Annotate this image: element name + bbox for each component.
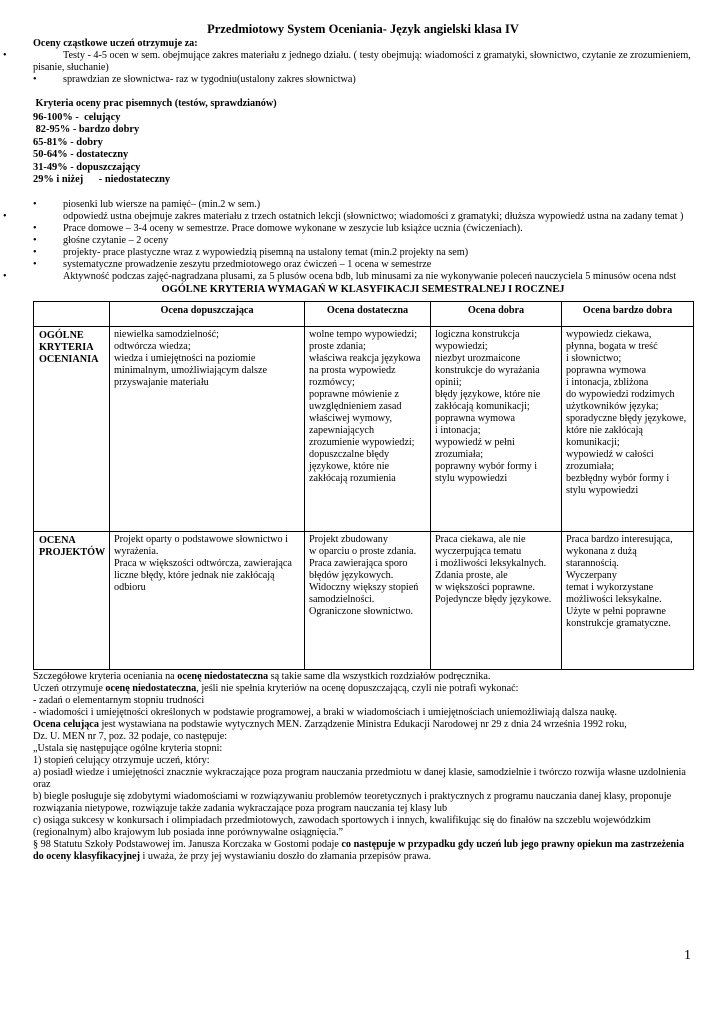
paragraph: „Ustala się następujące ogólne kryteria stopni: [33,743,223,755]
paragraph: Uczeń otrzymuje ocenę niedostateczna, jeśli nie spełnia kryteriów na ocenę dopuszczającą, czyli nie potrafi wykonać: [33,683,519,695]
table-header-row [34,302,694,327]
section-title: OGÓLNE KRYTERIA WYMAGAŃ W KLASYFIKACJI SEMESTRALNEJ I ROCZNEJ [161,284,565,296]
bullet-icon: • [33,259,37,271]
grade-dopuszczajacy: 31-49% - dopuszczający [33,161,141,173]
kryteria-heading: Kryteria oceny prac pisemnych (testów, sprawdzianów) [33,98,277,109]
paragraph: Ocena celująca jest wystawiana na podstawie wytycznych MEN. Zarządzenie Ministra Edukacji Narodowej nr 29 z dnia 24 września 1992 roku, [33,719,627,731]
table-header-cell: Ocena dobra [431,302,562,327]
page-number: 1 [684,948,691,963]
table-row [34,327,694,532]
list-item: • projekty- prace plastyczne wraz z wypowiedzią pisemną na ustalony temat (min.2 projekty na sem) [33,247,469,259]
list-item: • piosenki lub wiersze na pamięć– (min.2 w sem.) [33,199,261,211]
paragraph: Szczegółowe kryteria oceniania na ocenę niedostateczna są takie same dla wszystkich rozdziałów podręcznika. [33,671,491,683]
criteria-table [33,301,694,670]
paragraph: a) posiadł wiedze i umiejętności znacznie wykraczające poza program nauczania przedmiotu w danej klasie, samodzielnie i twórczo rozwija własne uzdolnienia oraz [33,767,686,791]
table-cell: Projekt zbudowany w oparciu o proste zdania. Praca zawierająca sporo błędów językowych. Widoczny większy stopień samodzielności. Ograniczone słownictwo. [305,532,431,670]
bullet-icon: • [33,223,37,235]
bullet-icon: • [3,50,7,61]
oceny-czastkowe-heading: Oceny cząstkowe uczeń otrzymuje za: [33,38,198,49]
paragraph: c) osiąga sukcesy w konkursach i olimpiadach przedmiotowych, zawodach sportowych i innych, kwalifikując się do finałów na szczeblu wojewódzkim (regionalnym) albo krajowym lub posiada inne porównywalne osiągnięcia.” [33,815,651,839]
table-header-cell [34,302,110,327]
document-page [3,22,693,863]
table-cell: niewielka samodzielność; odtwórcza wiedza; wiedza i umiejętności na poziomie minimalnym, umożliwiającym dalsze przyswajanie materiału [110,327,305,532]
table-cell: logiczna konstrukcja wypowiedzi; niezbyt urozmaicone konstrukcje do wyrażania opinii; błędy językowe, które nie zakłócają komunikacji; poprawna wymowa i intonacja; wypowiedź w pełni zrozumiała; poprawny wybór formy i stylu wypowiedzi [431,327,562,532]
bullet-icon: • [33,247,37,259]
bullet-icon: • [33,74,37,85]
grade-celujacy: 96-100% - celujący [33,112,121,123]
row-label: OCENA PROJEKTÓW [34,532,110,670]
paragraph: § 98 Statutu Szkoły Podstawowej im. Janusza Korczaka w Gostomi podaje co następuje w przypadku gdy uczeń lub jego prawny opiekun ma zastrzeżenia do oceny klasyfikacyjnej i uważa, że przy jej wystawianiu doszło do złamania przepisów prawa. [33,839,685,863]
list-item: • Aktywność podczas zajęć-nagradzana plusami, za 5 plusów ocena bdb, lub minusami za nie wykonywanie poleceń nauczyciela 5 minusów ocena ndst [3,271,677,283]
list-item: • systematyczne prowadzenie zeszytu przedmiotowego oraz ćwiczeń – 1 ocena w semestrze [33,259,432,271]
other-grades-list [3,199,693,283]
paragraph: Dz. U. MEN nr 7, poz. 32 podaje, co następuje: [33,731,228,743]
table-cell: Praca bardzo interesująca, wykonana z dużą starannością. Wyczerpany temat i wykorzystane możliwości leksykalne. Użyte w pełni poprawne konstrukcje gramatyczne. [562,532,694,670]
grade-thresholds [33,112,693,186]
paragraph: 1) stopień celujący otrzymuje uczeń, który: [33,755,210,767]
table-cell: Praca ciekawa, ale nie wyczerpująca tematu i możliwości leksykalnych. Zdania proste, ale w większości poprawne. Pojedyncze błędy językowe. [431,532,562,670]
bullet-icon: • [3,211,7,223]
table-cell: Projekt oparty o podstawowe słownictwo i wyrażenia. Praca w większości odtwórcza, zawierająca liczne błędy, które jednak nie zakłócają odbioru [110,532,305,670]
grade-dostateczny: 50-64% - dostateczny [33,149,129,161]
bullet-icon: • [3,271,7,283]
detailed-criteria [33,671,693,863]
list-item: • Prace domowe – 3-4 oceny w semestrze. Prace domowe wykonane w zeszycie lub książce ucznia (ćwiczeniach). [33,223,523,235]
list-item: • głośne czytanie – 2 oceny [33,235,169,247]
paragraph: - zadań o elementarnym stopniu trudności [33,695,205,707]
list-item: • odpowiedź ustna obejmuje zakres materiału z trzech ostatnich lekcji (słownictwo; wiadomości z gramatyki; dłuższa wypowiedź ustna na zadany temat ) [3,211,684,223]
paragraph: - wiadomości i umiejętności określonych w podstawie programowej, a braki w wiadomościach i umiejętnościach uniemożliwiają dalsza naukę. [33,707,617,719]
table-cell: wypowiedz ciekawa, płynna, bogata w treść i słownictwo; poprawna wymowa i intonacja, zbliżona do wypowiedzi rodzimych użytkowników języka; sporadyczne błędy językowe, które nie zakłócają komunikacji; wypowiedź w całości zrozumiała; bezbłędny wybór formy i stylu wypowiedzi [562,327,694,532]
list-item: • Testy - 4-5 ocen w sem. obejmujące zakres materiału z jednego działu. ( testy obejmują: wiadomości z gramatyki, słownictwo, czytanie ze zrozumieniem, pisanie, słuchanie) [3,50,691,73]
table-row [34,532,694,670]
paragraph: b) biegle posługuje się zdobytymi wiadomościami w rozwiązywaniu problemów teoretycznych i praktycznych z programu nauczania danej klasy, proponuje rozwiązania nietypowe, rozwiązuje także zadania wykraczające poza program nauczania tej klasy lub [33,791,672,815]
list-item: • sprawdzian ze słownictwa- raz w tygodniu(ustalony zakres słownictwa) [33,74,356,85]
bullet-icon: • [33,235,37,247]
table-header-cell: Ocena dopuszczająca [110,302,305,327]
grade-niedostateczny: 29% i niżej - niedostateczny [33,174,171,186]
table-header-cell: Ocena bardzo dobra [562,302,694,327]
oceny-czastkowe-list [3,50,693,86]
grade-dobry: 65-81% - dobry [33,136,103,148]
document-title: Przedmiotowy System Oceniania- Język angielski klasa IV [207,22,519,36]
table-cell: wolne tempo wypowiedzi; proste zdania; właściwa reakcja językowa na prosta wypowiedz rozmówcy; poprawne mówienie z uwzględnieniem zasad właściwej wymowy, zapewniających zrozumienie wypowiedzi; dopuszczalne błędy językowe, które nie zakłócają rozumienia [305,327,431,532]
table-header-cell: Ocena dostateczna [305,302,431,327]
row-label: OGÓLNE KRYTERIA OCENIANIA [34,327,110,532]
grade-bardzo-dobry: 82-95% - bardzo dobry [33,124,140,136]
bullet-icon: • [33,199,37,211]
